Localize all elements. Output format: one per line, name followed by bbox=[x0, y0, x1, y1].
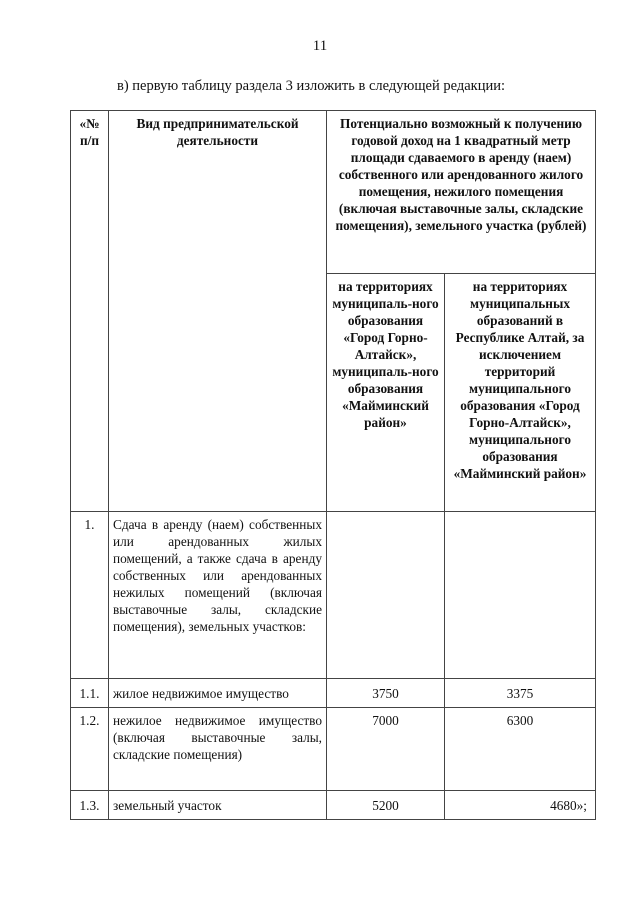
table-row bbox=[71, 708, 596, 791]
header-activity: Вид предпринимательской деятельности bbox=[109, 111, 327, 512]
row-number: 1. bbox=[71, 512, 109, 679]
table-row bbox=[71, 512, 596, 679]
header-income: Потенциально возможный к получению годовой доход на 1 квадратный метр площади сдаваемого в аренду (наем) собственного или арендованного жилого помещения, нежилого помещения (включая выставочные залы, складские помещения), земельного участка (рублей) bbox=[327, 111, 596, 274]
row-description: нежилое недвижимое имущество (включая выставочные залы, складские помещения) bbox=[109, 708, 327, 791]
table-header-row bbox=[71, 111, 596, 274]
row-number: 1.3. bbox=[71, 791, 109, 820]
row-number: 1.1. bbox=[71, 679, 109, 708]
table-row bbox=[71, 791, 596, 820]
header-number: «№ п/п bbox=[71, 111, 109, 512]
row-description: Сдача в аренду (наем) собственных или арендованных жилых помещений, а также сдача в аренду собственных или арендованных нежилых помещений (включая выставочные залы, складские помещения), земельных участков: bbox=[109, 512, 327, 679]
row-value-a: 3750 bbox=[327, 679, 445, 708]
table-row bbox=[71, 679, 596, 708]
subheader-gorno-altaisk: на территориях муниципаль-ного образования «Город Горно-Алтайск», муниципаль-ного образования «Майминский район» bbox=[327, 274, 445, 512]
row-value-b: 6300 bbox=[445, 708, 596, 791]
intro-text: в) первую таблицу раздела 3 изложить в следующей редакции: bbox=[117, 78, 505, 94]
income-table bbox=[70, 110, 596, 820]
row-value-b bbox=[445, 512, 596, 679]
row-value-b: 4680»; bbox=[445, 791, 596, 820]
row-description: жилое недвижимое имущество bbox=[109, 679, 327, 708]
row-value-b: 3375 bbox=[445, 679, 596, 708]
row-number: 1.2. bbox=[71, 708, 109, 791]
row-value-a: 5200 bbox=[327, 791, 445, 820]
row-description: земельный участок bbox=[109, 791, 327, 820]
row-value-a: 7000 bbox=[327, 708, 445, 791]
page-number: 11 bbox=[312, 38, 328, 54]
subheader-other-territories: на территориях муниципальных образований в Республике Алтай, за исключением территорий муниципального образования «Город Горно-Алтайск», муниципального образования «Майминский район» bbox=[445, 274, 596, 512]
row-value-a bbox=[327, 512, 445, 679]
